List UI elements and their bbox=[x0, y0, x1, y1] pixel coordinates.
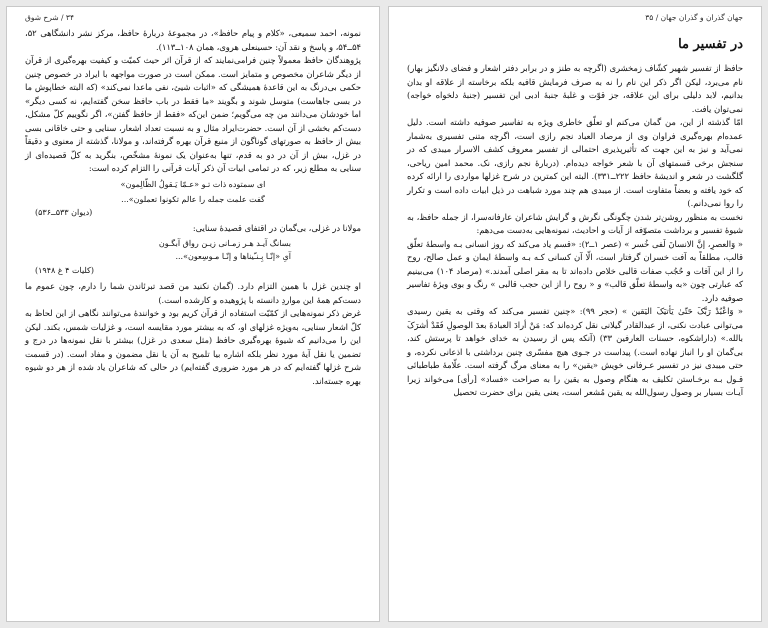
left-translation-1: گفت علمت جمله را عالم تکونوا تعملون»... bbox=[121, 194, 265, 204]
right-running-head-text: جهان گذران و گذران جهان / ۳۵ bbox=[645, 13, 743, 22]
right-paragraph-1: حافظ از تفسیر شهیر کشّاف زمخشری (اگرچه به طنز و در برابر دفتر اشعار و فضای دلانگیز بهار) نام می‌برد، لیکن اگر ذکر این نام را نه به صرف فرمایش قافیه بلکه برخاسته از علاقه او بدان بدانیم، لابد دلیلی برای این علاقه، جز قوّت و غلبهٔ جنبهٔ ادبی این تفسیر (جنبهٔ دلخواه خواجه) نمی‌توان یافت. امّا گذشته از این، من گمان می‌کنم او تعلّق خاطری ویژه به تفاسیر صوفیه داشته است. دلیل عمده‌ام بهره‌گیری فراوان وی از مرصاد العباد نجم رازی است، اگرچه متنی تفسیری به‌شمار نمی‌آید و نیز به این جهت که تأثیرپذیری احتمالی از تفسیر معروف کشف الاسرار میبدی که در سنجش برخی قسمتهای آن با شعر خواجه دیده‌ام. (دربارهٔ نجم رازی، نک. محمد امین ریاحی، گلگشت در شعر و اندیشهٔ حافظ ۲۲۲ــ۳۳۱). البته این کمترین در شرح غزلها مواردی را ارائه کرده که خود یافته و بعضاً متفاوت است. از میبدی هم چند مورد شباهت در ذیل ابیات داده است و تکرار را روا نمی‌دانم.) نخست به منظور روشن‌تر شدن چگونگی نگرش و گرایش شاعران عارفانه‌سرا، از جمله حافظ، به شیوهٔ تفسیر و برداشت متصوّفه از آیات و احادیث، نمونه‌هایی به‌دست می‌دهم: bbox=[407, 63, 743, 235]
section-title: در تفسیر ما bbox=[678, 37, 743, 52]
left-paragraph-3: او چندین غزل با همین التزام دارد. (گمان نکنید من قصد تبرئاندن شما را دارم، چون عموم ما دست‌کم همهٔ این مواردِ دانسته با پژوهیده و کارشده است.) غرض ذکر نمونه‌هایی از کمّیّت استفاده از قرآن کریم بود و خوانندهٔ می‌توانند نگاهی از این لحاظ به کلّ اشعار سنایی، به‌ویژه غزلهای او، که به بیشتر مورد مقایسه است، و غزلیات شمس، بکند. لیکن این را می‌دانیم که شیوهٔ بهره‌گیری حافظ (مثل سعدی در غزل) بیشتر با نقل نمونه‌ها در درج و تضمین یا نقل آیهٔ مورد نظر بلکه اشاره بیا تلمیح به آن یا نقل مضمون و مفاد است. (در قسمت شرح غزلها گفته‌ایم که در هر مورد ضروری گفته‌ایم) در حالی که شاعران یاد شده از هر دو شیوه بهره جسته‌اند. bbox=[25, 281, 361, 386]
left-verse-1: ای سمتوده ذات تـو «عـمّا یَـقولُ الظّالِمون» bbox=[120, 179, 266, 189]
book-spread bbox=[6, 6, 762, 622]
left-page bbox=[6, 6, 380, 622]
left-paragraph-1: نمونه، احمد سمیعی، «کلام و پیام حافظ»، در مجموعهٔ دربارهٔ حافظ، مرکز نشر دانشگاهی ۵۲، ۵۴ــ۵۴، و پاسخ و نقد آن: حسینعلی هروی، همان ۱۰۸ــ۱۱۳). پژوهندگان حافظ معمولاً چنین فرامی‌نمایند که از قرآن اثر حیث کمیّت و کیفیت بهره‌گیری از قرآن از دیگر شاعران مخصوص و متمایز است. ممکن است در صورت مواجهه با ایراد در خصوص چنین حکمی بی‌درنگ به این قاعدهٔ همیشگی که «اثبات شیئ، نفی ماعدا نمی‌کند» (که البته خطاپوش ما در بسی جاهاست) متوسل شوند و بگویند «ما فقط در باب حافظ سخن گفته‌ایم، نه کسی دیگر» اما خودشان می‌دانند من چه می‌گویم؛ ضمن این‌که «فقط از حافظ گفتن»، اگر نگوییم کلّ مشکل، دست‌کم بخشی از آن است. حضرت‌ایراد مثال و به نسبت تعداد اشعار، سنایی و حتی خاقانی بسی بیش از حافظ به صورتهای گوناگون از منبع قرآن بهره گرفته‌اند، و مولانا، گذشته از معنوی و دقیقاً در غزل، بیش از آن در دو به قدم، تنها به‌عنوان یک نمونهٔ مشخّص، بنگرید به کلّ قصیده‌ای از سنایی به مطلع زیر، که در تمامی ابیات آن ذکر آیات قرآنی را التزام کرده است: bbox=[25, 28, 361, 173]
left-paragraph-2: مولانا در غزلی، بی‌گمان در اقتفای قصیدهٔ سنایی: bbox=[192, 222, 361, 233]
left-citation-2: (کلیات ۴ غ ۱۹۴۸) bbox=[35, 266, 94, 275]
right-page bbox=[388, 6, 762, 622]
left-verse-2: بسانگ آیـد هـر زمـانی زیـن رواق آبگـون آیِ «إنّـا بِـنـّیناها و إنّـا مـوسِعون»... bbox=[158, 239, 291, 261]
left-citation-1: (دیوان ۵۳۳ــ۵۳۶) bbox=[35, 207, 93, 217]
left-running-head-text: ۳۴ / شرح شوق bbox=[25, 13, 74, 22]
right-paragraph-2: « وَالعصرِ، إنَّ الانسانَ لَفی خُسر » (عصر ۱ــ۲): «قسم یاد می‌کند که روز انسانی بـه واسطهٔ تعلّق قالب، مطلقاً به آفت خسران گرفتار است، الّا آن کسانی کـه بـه واسطهٔ ایمان و عمل صالح، روح را از این آفات و حُجُب صفات قالبی خلاص داده‌اند تا به مقر اصلی آمدند.» (مرصاد ۱۰۴) می‌بینیم که عبارتی چون «به واسطهٔ تعلّق قالب» و « روح را از این حجب قالبی » رنگ و بوی ویژهٔ تفاسیر صوفیه دارد. « وَاعْبُدْ رَبَّکَ حَتّیٰ یَأتیَکَ الیَقین » (حجر ۹۹): «چنین تفسیر می‌کند که وقتی به یقین رسیدی می‌توانی عبادت نکنی، از عبدالقادر گیلانی نقل کرده‌اند که: مَنْ أرادَ العبادةَ بعدَ الوصولِ فَقَدْ أشرَکَ بالله.» (داراشکوه، حسنات العارفین ۳۳) (آنکه پس از رسیدن به خدای خواهد تا پرستش کند، بی‌گمان او را انباز نهاده است.) پیداست در جـوی هیچ مفسّری چنین برداشتی با اذعانی نکرده، و حتی میبدی نیز در تفسیر عـرفانی خویش «یقین» را به معنای مرگ گرفته است. علّامهٔ طباطبائی قـول بـه برخـاستن تکلیف به هنگام وصول به یقین را به صراحت «فساد» [رأی] می‌خواند زیرا آیـات بسیار بر وصول رسول‌الله به یقین مُشعر است، یعنی یقین برای حضرت تحصیل bbox=[407, 238, 743, 397]
left-running-head bbox=[25, 13, 361, 23]
right-running-head bbox=[407, 13, 743, 23]
